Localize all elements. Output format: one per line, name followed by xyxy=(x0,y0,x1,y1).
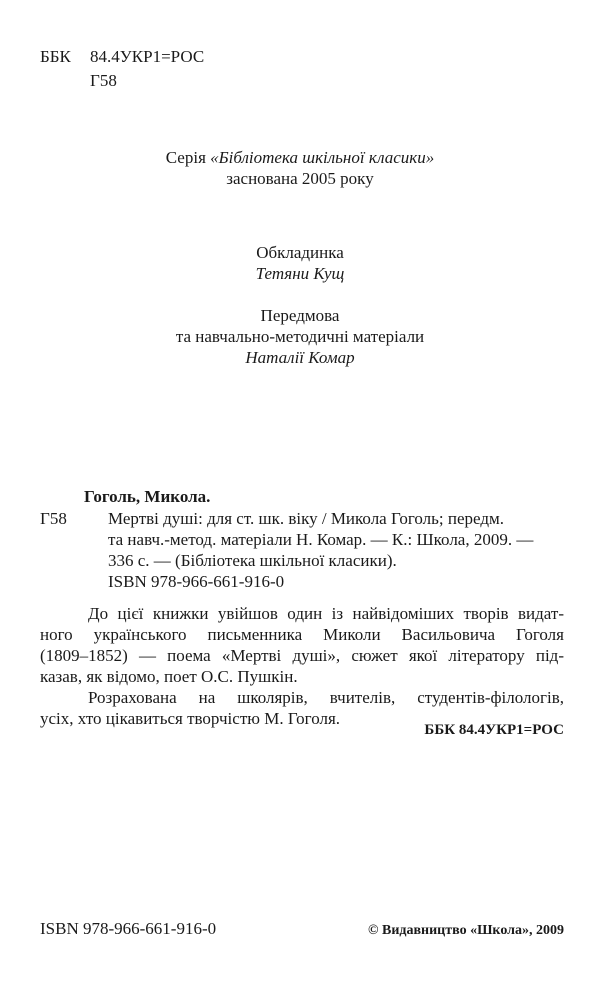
annotation-line: Розрахована на школярів, вчителів, студентів-філологів, xyxy=(88,688,564,707)
preface-subtitle: та навчально-методичні матеріали xyxy=(175,327,425,346)
cover-person: Тетяни Кущ xyxy=(255,264,345,283)
preface-person: Наталії Комар xyxy=(245,348,355,367)
footer-copyright: © Видавництво «Школа», 2009 xyxy=(368,923,564,938)
annotation xyxy=(40,603,564,729)
series-name: «Бібліотека шкільної класики» xyxy=(210,148,435,167)
catalog-description-line: Мертві душі: для ст. шк. віку / Микола Гоголь; передм. xyxy=(108,509,504,528)
catalog-description-line: 336 с. — (Бібліотека шкільної класики). xyxy=(108,551,397,570)
preface-label: Передмова xyxy=(260,306,340,325)
annotation-line: До цієї книжки увійшов один із найвідоміших творів видат- xyxy=(88,604,564,623)
cover-label: Обкладинка xyxy=(256,243,344,262)
catalog-isbn: ISBN 978-966-661-916-0 xyxy=(108,572,285,591)
annotation-line: ного українського письменника Миколи Васильовича Гоголя xyxy=(40,625,564,644)
series-prefix: Серія xyxy=(165,148,211,167)
footer-isbn: ISBN 978-966-661-916-0 xyxy=(40,919,217,938)
catalog-author-mark: Г58 xyxy=(40,509,67,528)
series-founded: заснована 2005 року xyxy=(226,169,374,188)
annotation-line: казав, як відомо, поет О.С. Пушкін. xyxy=(40,667,298,686)
annotation-bbk: ББК 84.4УКР1=РОС xyxy=(424,722,564,738)
catalog-heading: Гоголь, Микола. xyxy=(84,487,211,506)
annotation-line: усіх, хто цікавиться творчістю М. Гоголя. xyxy=(40,709,341,728)
annotation-line: (1809–1852) — поема «Мертві душі», сюжет якої літератору під- xyxy=(40,646,564,665)
author-mark: Г58 xyxy=(90,71,117,90)
bbk-label: ББК xyxy=(40,47,71,66)
bbk-code: 84.4УКР1=РОС xyxy=(90,47,205,66)
series-line xyxy=(0,147,600,168)
catalog-description-line: та навч.-метод. матеріали Н. Комар. — К.: Школа, 2009. — xyxy=(108,530,534,549)
